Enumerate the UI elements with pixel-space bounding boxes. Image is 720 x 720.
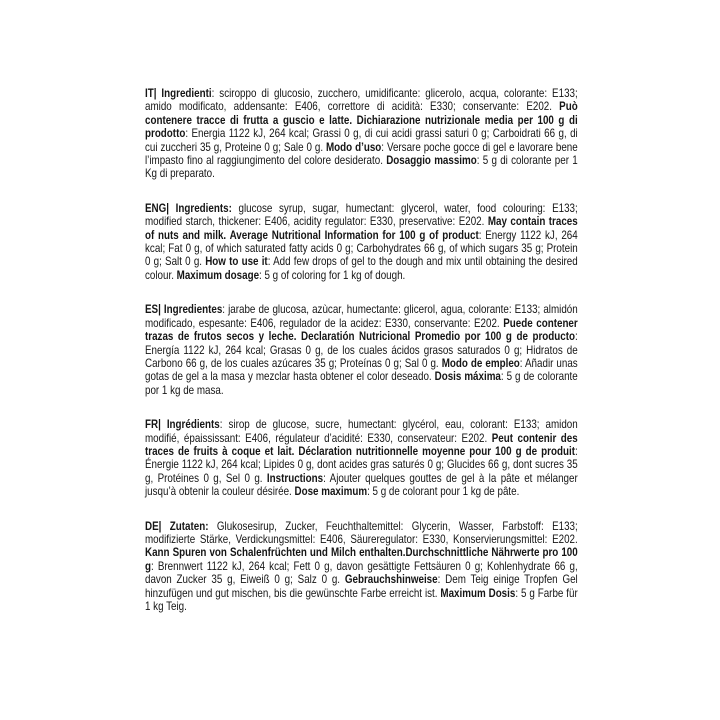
section-fr bbox=[145, 418, 578, 498]
text-run: : jarabe de glucosa, azùcar, humectante: glicerol, agua, colorante: E133; almidón modificado, espesante: E406, regulador de la acidez: E330, conservante: E202. bbox=[145, 302, 578, 330]
text-run: : Energy 1122 kJ, 264 kcal; Fat 0 g, of which saturated fatty acids 0 g; Carbohydrates 66 g, of which sugars 35 g; Protein 0 g; Salt 0 g. bbox=[145, 227, 578, 269]
section-it bbox=[145, 87, 578, 181]
text-run: : Add few drops of gel to the dough and mix until obtaining the desired colour. bbox=[145, 254, 578, 282]
text-run: : 5 g of coloring for 1 kg of dough. bbox=[259, 267, 406, 282]
text-run: : Versare poche gocce di gel e lavorare bene l’impasto fino al raggiungimento del colore desiderato. bbox=[145, 139, 578, 168]
text-run: : Añadir unas gotas de gel a la masa y mezclar hasta obtener el color deseado. bbox=[145, 355, 578, 384]
bold-text-run: Può contenere tracce di frutta a guscio e latte. Dichiarazione nutrizionale media per 100 g di prodotto bbox=[145, 99, 578, 141]
bold-text-run: Puede contener trazas de frutos secos y leche. Declaratión Nutricional Promedio por 100 g de producto bbox=[145, 315, 578, 344]
bold-text-run: Instructions bbox=[266, 470, 324, 485]
text-run: glucose syrup, sugar, humectant: glycerol, water, food colouring: E133; modified starch, thickener: E406, acidity regulator: E330, preservative: E202. bbox=[145, 200, 578, 229]
bold-text-run: FR| Ingrédients bbox=[145, 417, 220, 432]
text-run: : sciroppo di glucosio, zucchero, umidificante: glicerolo, acqua, colorante: E133; amido modificato, addensante: E406, correttore di acidità: E330; conservante: E202. bbox=[145, 86, 578, 114]
text-run: : Energia 1122 kJ, 264 kcal; Grassi 0 g, di cui acidi grassi saturi 0 g; Carboidrati 66 g, di cui zuccheri 35 g, Proteine 0 g; Sale 0 g. bbox=[145, 126, 578, 154]
text-run: : Énergie 1122 kJ, 264 kcal; Lipides 0 g, dont acides gras saturés 0 g; Glucides 66 g, dont sucres 35 g, Protéines 0 g, Sel 0 g. bbox=[145, 443, 578, 485]
section-de bbox=[145, 520, 578, 614]
text-run: : 5 g di colorante per 1 Kg di preparato. bbox=[145, 153, 578, 181]
text-run: : Energía 1122 kJ, 264 kcal; Grasas 0 g, de los cuales ácidos grasos saturados 0 g; Hidratos de Carbono 66 g, de los cuales azúcares 35 g; Proteínas 0 g; Sal 0 g. bbox=[145, 329, 578, 370]
bold-text-run: Modo de empleo bbox=[441, 355, 520, 370]
bold-text-run: Maximum dosage bbox=[176, 267, 260, 282]
bold-text-run: Modo d’uso bbox=[326, 139, 382, 154]
bold-text-run: DE| Zutaten: bbox=[145, 518, 209, 533]
bold-text-run: Gebrauchshinweise bbox=[344, 572, 438, 587]
text-run: : Ajouter quelques gouttes de gel à la pâte et mélanger jusqu’à obtenir la couleur désirée. bbox=[145, 470, 578, 499]
text-run: : Dem Teig einige Tropfen Gel hinzufügen und gut mischen, bis die gewünschte Farbe erreicht ist. bbox=[145, 572, 578, 600]
bold-text-run: Kann Spuren von Schalenfrüchten und Milch enthalten.Durchschnittliche Nährwerte pro 100 g bbox=[145, 545, 578, 573]
bold-text-run: Dose maximum bbox=[294, 484, 368, 499]
bold-text-run: May contain traces of nuts and milk. Average Nutritional Information for 100 g of product bbox=[145, 214, 578, 242]
section-eng bbox=[145, 202, 578, 282]
bold-text-run: Dosis máxima bbox=[434, 369, 501, 384]
ingredients-text-block bbox=[145, 87, 578, 634]
text-run: : 5 g Farbe für 1 kg Teig. bbox=[145, 585, 578, 613]
text-run: Glukosesirup, Zucker, Feuchthaltemittel: Glycerin, Wasser, Farbstoff: E133; modifizierte Stärke, Verdickungsmittel: E406, Säureregulator: E330, Konservierungsmittel: E202. bbox=[145, 518, 578, 546]
bold-text-run: How to use it bbox=[205, 254, 268, 269]
section-es bbox=[145, 303, 578, 397]
bold-text-run: Dosaggio massimo bbox=[386, 153, 477, 168]
bold-text-run: IT| Ingredienti bbox=[145, 86, 212, 100]
bold-text-run: ENG| Ingredients: bbox=[145, 200, 232, 215]
text-run: : sirop de glucose, sucre, humectant: glycérol, eau, colorant: E133; amidon modifié, épaississant: E406, régulateur d’acidité: E330, conservateur: E202. bbox=[145, 417, 578, 445]
condensed-text-wrapper bbox=[145, 87, 578, 613]
bold-text-run: Peut contenir des traces de fruits à coque et lait. Déclaration nutritionnelle moyenne pour 100 g de produit bbox=[145, 430, 578, 458]
text-run: : 5 g de colorante por 1 kg de masa. bbox=[145, 369, 578, 397]
bold-text-run: Maximum Dosis bbox=[440, 585, 516, 600]
bold-text-run: ES| Ingredientes bbox=[145, 302, 223, 317]
text-run: : Brennwert 1122 kJ, 264 kcal; Fett 0 g, davon gesättigte Fettsäuren 0 g; Kohlenhydrate 66 g, davon Zucker 35 g, Eiweiß 0 g; Salz 0 g. bbox=[145, 558, 578, 587]
text-run: : 5 g de colorant pour 1 kg de pâte. bbox=[367, 484, 520, 499]
